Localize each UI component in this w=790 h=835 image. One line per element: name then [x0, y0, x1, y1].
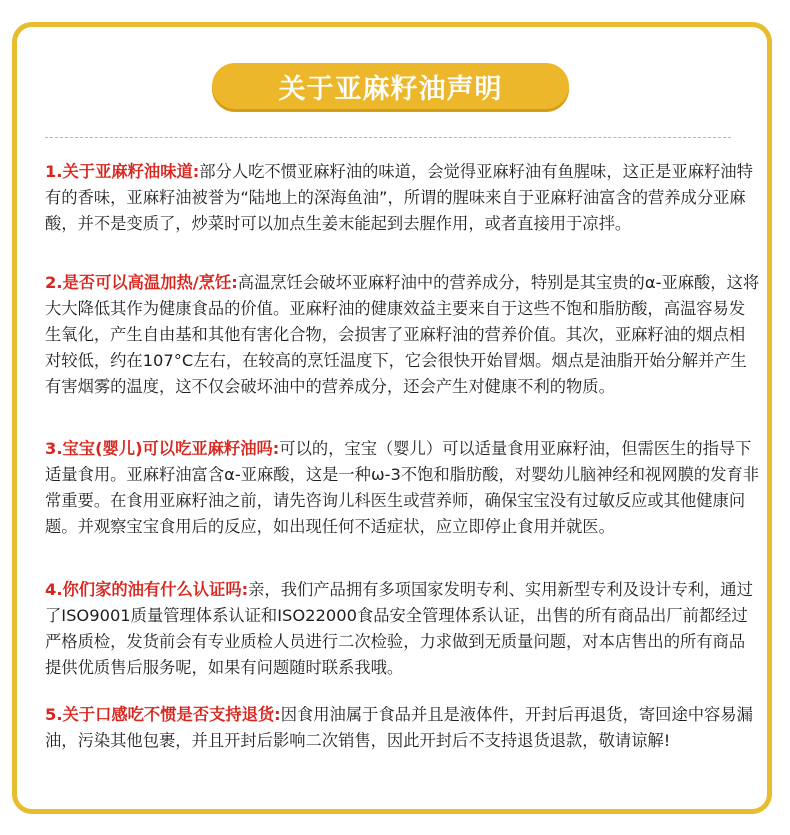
faq-question: 5.关于口感吃不惯是否支持退货:	[45, 705, 281, 724]
title-banner	[212, 63, 569, 109]
faq-item-baby	[45, 436, 760, 540]
faq-answer: 高温烹饪会破坏亚麻籽油中的营养成分，特别是其宝贵的α-亚麻酸，这将大大降低其作为健康食品的价值。亚麻籽油的健康效益主要来自于这些不饱和脂肪酸，高温容易发生氧化，产生自由基和其他有害化合物，会损害了亚麻籽油的营养价值。其次，亚麻籽油的烟点相对较低，约在107°C左右，在较高的烹饪温度下，它会很快开始冒烟。烟点是油脂开始分解并产生有害烟雾的温度，这不仅会破坏油中的营养成分，还会产生对健康不利的物质。	[45, 273, 760, 396]
faq-question: 3.宝宝(婴儿)可以吃亚麻籽油吗:	[45, 439, 280, 458]
faq-answer: 亲，我们产品拥有多项国家发明专利、实用新型专利及设计专利，通过了ISO9001质量管理体系认证和ISO22000食品安全管理体系认证，出售的所有商品出厂前都经过严格质检，发货前会有专业质检人员进行二次检验，力求做到无质量问题，对本店售出的所有商品提供优质售后服务呢，如果有问题随时联系我哦。	[45, 580, 753, 677]
faq-item-certification	[45, 577, 760, 681]
faq-answer: 可以的，宝宝（婴儿）可以适量食用亚麻籽油，但需医生的指导下适量食用。亚麻籽油富含α-亚麻酸，这是一种ω-3不饱和脂肪酸，对婴幼儿脑神经和视网膜的发育非常重要。在食用亚麻籽油之前，请先咨询儿科医生或营养师，确保宝宝没有过敏反应或其他健康问题。并观察宝宝食用后的反应，如出现任何不适症状，应立即停止食用并就医。	[45, 439, 760, 536]
faq-answer: 因食用油属于食品并且是液体件，开封后再退货，寄回途中容易漏油，污染其他包裹，并且开封后影响二次销售，因此开封后不支持退货退款，敬请谅解!	[45, 705, 753, 750]
faq-item-returns	[45, 702, 760, 754]
faq-answer: 部分人吃不惯亚麻籽油的味道，会觉得亚麻籽油有鱼腥味，这正是亚麻籽油特有的香味，亚麻籽油被誉为“陆地上的深海鱼油”，所谓的腥味来自于亚麻籽油富含的营养成分亚麻酸，并不是变质了，炒菜时可以加点生姜末能起到去腥作用，或者直接用于凉拌。	[45, 162, 753, 233]
faq-item-taste	[45, 159, 760, 237]
dashed-divider	[45, 137, 731, 138]
faq-question: 4.你们家的油有什么认证吗:	[45, 580, 249, 599]
faq-question: 2.是否可以高温加热/烹饪:	[45, 273, 238, 292]
content-frame	[12, 22, 772, 814]
faq-question: 1.关于亚麻籽油味道:	[45, 162, 200, 181]
page-title: 关于亚麻籽油声明	[278, 73, 503, 105]
faq-item-heating	[45, 270, 760, 400]
